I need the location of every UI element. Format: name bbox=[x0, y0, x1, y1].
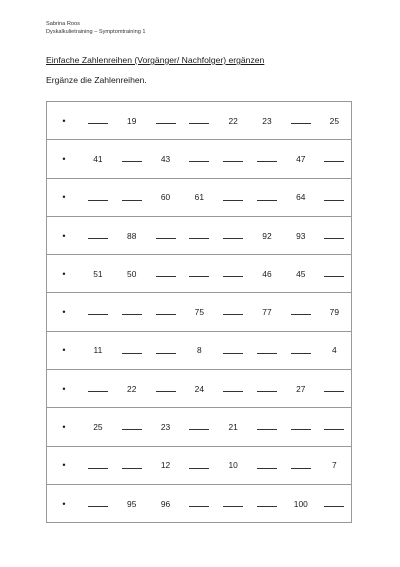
sequence-blank-cell bbox=[182, 255, 216, 293]
answer-blank[interactable] bbox=[257, 429, 277, 430]
sequence-blank-cell bbox=[81, 484, 115, 522]
sequence-blank-cell bbox=[250, 140, 284, 178]
sequence-blank-cell bbox=[149, 293, 183, 331]
sequence-blank-cell bbox=[149, 102, 183, 140]
worksheet-instruction: Ergänze die Zahlenreihen. bbox=[46, 75, 147, 85]
sequence-blank-cell bbox=[182, 216, 216, 254]
sequence-row bbox=[47, 216, 352, 254]
answer-blank[interactable] bbox=[291, 468, 311, 469]
sequence-blank-cell bbox=[149, 331, 183, 369]
sequence-number: 92 bbox=[250, 216, 284, 254]
sequence-row bbox=[47, 140, 352, 178]
row-bullet-cell bbox=[47, 446, 82, 484]
sequence-number: 95 bbox=[115, 484, 149, 522]
answer-blank[interactable] bbox=[122, 429, 142, 430]
sequence-blank-cell bbox=[81, 216, 115, 254]
sequence-blank-cell bbox=[182, 446, 216, 484]
answer-blank[interactable] bbox=[122, 200, 142, 201]
sequence-number: 7 bbox=[318, 446, 352, 484]
sequence-number: 61 bbox=[182, 178, 216, 216]
answer-blank[interactable] bbox=[324, 276, 344, 277]
answer-blank[interactable] bbox=[156, 353, 176, 354]
row-bullet-cell bbox=[47, 370, 82, 408]
sequence-blank-cell bbox=[149, 255, 183, 293]
sequence-blank-cell bbox=[284, 446, 318, 484]
answer-blank[interactable] bbox=[189, 468, 209, 469]
answer-blank[interactable] bbox=[88, 391, 108, 392]
answer-blank[interactable] bbox=[324, 200, 344, 201]
row-bullet: • bbox=[62, 307, 66, 318]
row-bullet: • bbox=[62, 230, 66, 241]
sequence-blank-cell bbox=[250, 370, 284, 408]
sequence-number: 88 bbox=[115, 216, 149, 254]
answer-blank[interactable] bbox=[88, 238, 108, 239]
sequence-number: 41 bbox=[81, 140, 115, 178]
sequence-row bbox=[47, 446, 352, 484]
sequence-row bbox=[47, 293, 352, 331]
answer-blank[interactable] bbox=[223, 161, 243, 162]
sequence-blank-cell bbox=[250, 331, 284, 369]
sequence-blank-cell bbox=[284, 102, 318, 140]
sequence-number: 75 bbox=[182, 293, 216, 331]
sequence-blank-cell bbox=[250, 484, 284, 522]
sequence-blank-cell bbox=[250, 446, 284, 484]
sequence-number: 47 bbox=[284, 140, 318, 178]
row-bullet: • bbox=[62, 268, 66, 279]
sequence-number: 93 bbox=[284, 216, 318, 254]
answer-blank[interactable] bbox=[189, 238, 209, 239]
row-bullet: • bbox=[62, 460, 66, 471]
sequence-number: 22 bbox=[216, 102, 250, 140]
answer-blank[interactable] bbox=[257, 200, 277, 201]
sequence-blank-cell bbox=[318, 140, 352, 178]
number-sequence-table bbox=[46, 101, 352, 523]
row-bullet-cell bbox=[47, 408, 82, 446]
sequence-number: 19 bbox=[115, 102, 149, 140]
sequence-number: 96 bbox=[149, 484, 183, 522]
sequence-row bbox=[47, 178, 352, 216]
answer-blank[interactable] bbox=[122, 353, 142, 354]
sequence-blank-cell bbox=[81, 446, 115, 484]
sequence-blank-cell bbox=[318, 408, 352, 446]
sequence-blank-cell bbox=[284, 331, 318, 369]
row-bullet: • bbox=[62, 345, 66, 356]
sequence-blank-cell bbox=[216, 255, 250, 293]
row-bullet-cell bbox=[47, 255, 82, 293]
answer-blank[interactable] bbox=[291, 353, 311, 354]
answer-blank[interactable] bbox=[156, 238, 176, 239]
sequence-blank-cell bbox=[182, 484, 216, 522]
answer-blank[interactable] bbox=[88, 314, 108, 315]
answer-blank[interactable] bbox=[257, 353, 277, 354]
sequence-blank-cell bbox=[81, 370, 115, 408]
sequence-row bbox=[47, 255, 352, 293]
sequence-number: 51 bbox=[81, 255, 115, 293]
sequence-blank-cell bbox=[216, 216, 250, 254]
row-bullet: • bbox=[62, 383, 66, 394]
answer-blank[interactable] bbox=[257, 506, 277, 507]
answer-blank[interactable] bbox=[257, 391, 277, 392]
answer-blank[interactable] bbox=[291, 429, 311, 430]
answer-blank[interactable] bbox=[223, 200, 243, 201]
row-bullet-cell bbox=[47, 140, 82, 178]
sequence-blank-cell bbox=[318, 216, 352, 254]
header-author: Sabrina Roos bbox=[46, 21, 80, 27]
sequence-number: 79 bbox=[318, 293, 352, 331]
sequence-number: 60 bbox=[149, 178, 183, 216]
row-bullet-cell bbox=[47, 178, 82, 216]
sequence-blank-cell bbox=[216, 370, 250, 408]
worksheet-title: Einfache Zahlenreihen (Vorgänger/ Nachfolger) ergänzen bbox=[46, 55, 265, 65]
answer-blank[interactable] bbox=[324, 429, 344, 430]
sequence-number: 11 bbox=[81, 331, 115, 369]
sequence-number: 50 bbox=[115, 255, 149, 293]
row-bullet-cell bbox=[47, 484, 82, 522]
sequence-row bbox=[47, 370, 352, 408]
sequence-number: 25 bbox=[318, 102, 352, 140]
sequence-blank-cell bbox=[115, 178, 149, 216]
sequence-blank-cell bbox=[318, 484, 352, 522]
answer-blank[interactable] bbox=[88, 200, 108, 201]
answer-blank[interactable] bbox=[324, 391, 344, 392]
answer-blank[interactable] bbox=[223, 276, 243, 277]
sequence-blank-cell bbox=[216, 178, 250, 216]
answer-blank[interactable] bbox=[122, 314, 142, 315]
sequence-blank-cell bbox=[284, 408, 318, 446]
sequence-blank-cell bbox=[250, 178, 284, 216]
sequence-blank-cell bbox=[318, 370, 352, 408]
sequence-blank-cell bbox=[115, 408, 149, 446]
sequence-number: 4 bbox=[318, 331, 352, 369]
row-bullet: • bbox=[62, 115, 66, 126]
sequence-row bbox=[47, 331, 352, 369]
answer-blank[interactable] bbox=[156, 314, 176, 315]
sequence-blank-cell bbox=[216, 484, 250, 522]
row-bullet: • bbox=[62, 498, 66, 509]
answer-blank[interactable] bbox=[223, 314, 243, 315]
sequence-number: 21 bbox=[216, 408, 250, 446]
sequence-blank-cell bbox=[318, 255, 352, 293]
answer-blank[interactable] bbox=[257, 161, 277, 162]
answer-blank[interactable] bbox=[223, 391, 243, 392]
sequence-number: 25 bbox=[81, 408, 115, 446]
sequence-blank-cell bbox=[81, 293, 115, 331]
row-bullet: • bbox=[62, 153, 66, 164]
sequence-blank-cell bbox=[81, 178, 115, 216]
sequence-number: 77 bbox=[250, 293, 284, 331]
page-header bbox=[46, 20, 146, 36]
sequence-number: 43 bbox=[149, 140, 183, 178]
sequence-blank-cell bbox=[182, 140, 216, 178]
answer-blank[interactable] bbox=[122, 161, 142, 162]
row-bullet-cell bbox=[47, 293, 82, 331]
sequence-number: 45 bbox=[284, 255, 318, 293]
row-bullet-cell bbox=[47, 102, 82, 140]
answer-blank[interactable] bbox=[88, 123, 108, 124]
answer-blank[interactable] bbox=[223, 238, 243, 239]
sequence-number: 23 bbox=[149, 408, 183, 446]
sequence-row bbox=[47, 484, 352, 522]
sequence-blank-cell bbox=[115, 140, 149, 178]
answer-blank[interactable] bbox=[223, 506, 243, 507]
answer-blank[interactable] bbox=[156, 276, 176, 277]
sequence-row bbox=[47, 102, 352, 140]
sequence-row bbox=[47, 408, 352, 446]
header-subject: Dyskalkulietraining – Symptomtraining 1 bbox=[46, 29, 146, 35]
sequence-number: 46 bbox=[250, 255, 284, 293]
row-bullet-cell bbox=[47, 331, 82, 369]
sequence-blank-cell bbox=[182, 102, 216, 140]
sequence-number: 23 bbox=[250, 102, 284, 140]
sequence-number: 24 bbox=[182, 370, 216, 408]
sequence-blank-cell bbox=[318, 178, 352, 216]
sequence-blank-cell bbox=[182, 408, 216, 446]
row-bullet: • bbox=[62, 192, 66, 203]
answer-blank[interactable] bbox=[189, 123, 209, 124]
answer-blank[interactable] bbox=[324, 161, 344, 162]
answer-blank[interactable] bbox=[122, 468, 142, 469]
answer-blank[interactable] bbox=[223, 353, 243, 354]
sequence-blank-cell bbox=[216, 293, 250, 331]
answer-blank[interactable] bbox=[189, 506, 209, 507]
sequence-number: 12 bbox=[149, 446, 183, 484]
answer-blank[interactable] bbox=[156, 123, 176, 124]
sequence-blank-cell bbox=[149, 370, 183, 408]
row-bullet: • bbox=[62, 422, 66, 433]
sequence-blank-cell bbox=[216, 331, 250, 369]
sequence-blank-cell bbox=[216, 140, 250, 178]
answer-blank[interactable] bbox=[156, 391, 176, 392]
answer-blank[interactable] bbox=[88, 506, 108, 507]
answer-blank[interactable] bbox=[189, 429, 209, 430]
sequence-number: 22 bbox=[115, 370, 149, 408]
sequence-blank-cell bbox=[149, 216, 183, 254]
sequence-number: 27 bbox=[284, 370, 318, 408]
answer-blank[interactable] bbox=[189, 161, 209, 162]
row-bullet-cell bbox=[47, 216, 82, 254]
sequence-number: 8 bbox=[182, 331, 216, 369]
sequence-number: 100 bbox=[284, 484, 318, 522]
answer-blank[interactable] bbox=[324, 506, 344, 507]
sequence-number: 10 bbox=[216, 446, 250, 484]
sequence-blank-cell bbox=[284, 293, 318, 331]
sequence-blank-cell bbox=[115, 446, 149, 484]
answer-blank[interactable] bbox=[291, 314, 311, 315]
answer-blank[interactable] bbox=[88, 468, 108, 469]
answer-blank[interactable] bbox=[324, 238, 344, 239]
sequence-number: 64 bbox=[284, 178, 318, 216]
answer-blank[interactable] bbox=[291, 123, 311, 124]
sequence-blank-cell bbox=[115, 331, 149, 369]
answer-blank[interactable] bbox=[189, 276, 209, 277]
sequence-blank-cell bbox=[250, 408, 284, 446]
sequence-blank-cell bbox=[81, 102, 115, 140]
answer-blank[interactable] bbox=[257, 468, 277, 469]
sequence-blank-cell bbox=[115, 293, 149, 331]
